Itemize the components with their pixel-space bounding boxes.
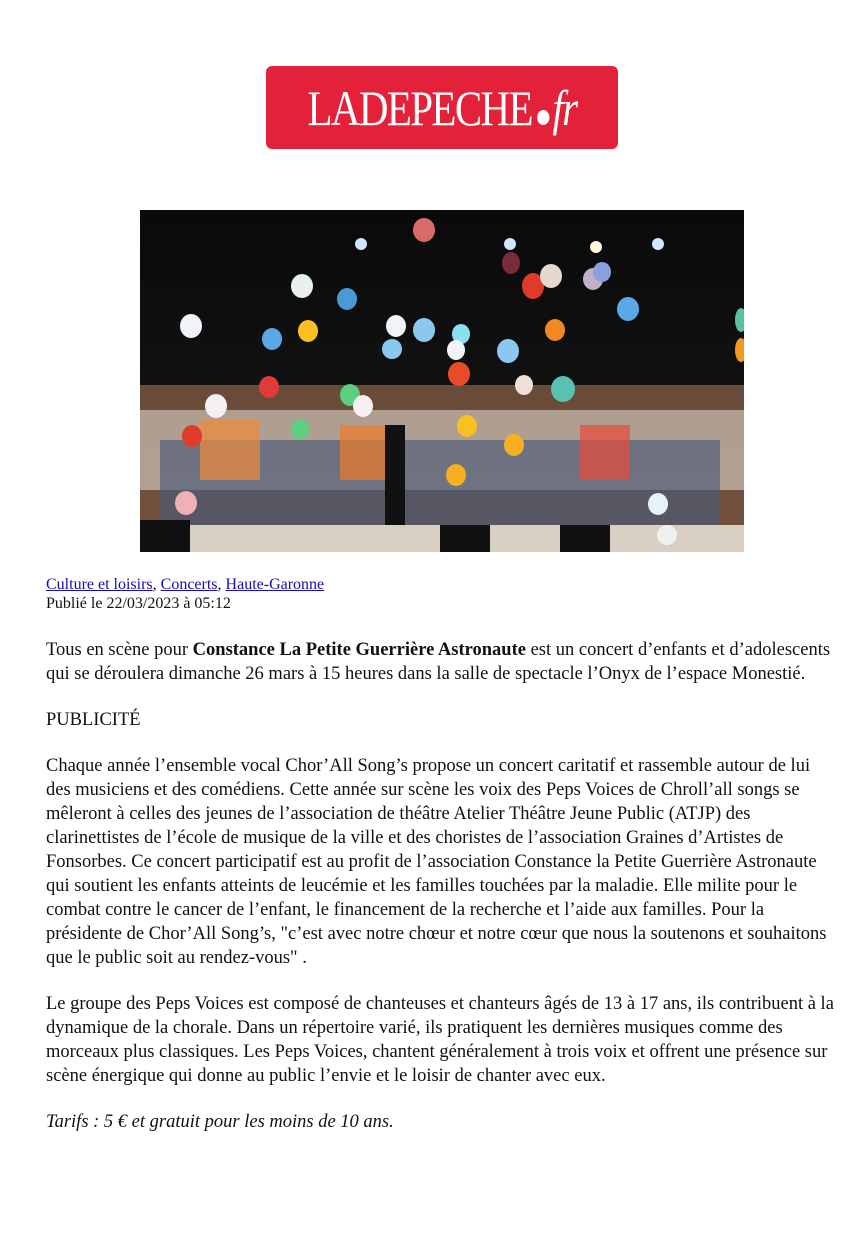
intro-bold-title: Constance La Petite Guerrière Astronaute — [192, 640, 526, 660]
category-separator: , — [217, 576, 226, 593]
article-paragraph: Chaque année l’ensemble vocal Chor’All Song’s propose un concert caritatif et rassemble autour de lui des musiciens et des comédiens. Cette année sur scène les voix des Peps Voices de Chroll’all songs se mêleront à celles des jeunes de l’association de théâtre Atelier Théâtre Jeune Public (ATJP) des clarinettistes de l’école de musique de la ville et des choristes de l’association Graines d’Artistes de Fonsorbes. Ce concert participatif est au profit de l’association Constance la Petite Guerrière Astronaute qui soutient les enfants atteints de leucémie et les familles touchées par la maladie. Elle milite pour le combat contre le cancer de l’enfant, le financement de la recherche et l’aide aux familles. Pour la présidente de Chor’All Song’s, "c’est avec notre chœur et notre cœur que nous la soutenons et souhaitons que le public soit au rendez-vous" . — [46, 756, 827, 968]
category-separator: , — [152, 576, 161, 593]
category-links — [46, 575, 324, 594]
category-link-culture[interactable]: Culture et loisirs — [46, 576, 153, 593]
intro-text-end: est un concert d’enfants et d’adolescents qui se déroulera dimanche 26 mars à 15 heures dans la salle de spectacle l’Onyx de l’espace Monestié. — [46, 640, 831, 684]
logo-wordmark — [307, 79, 577, 136]
article-meta — [46, 575, 324, 613]
choir-crowd — [140, 385, 744, 552]
logo-dot-icon — [537, 110, 549, 125]
category-link-haute-garonne[interactable]: Haute-Garonne — [225, 576, 325, 593]
ad-label: PUBLICITÉ — [46, 710, 141, 730]
article-photo — [140, 210, 744, 552]
logo-brand: LADEPECHE — [307, 79, 532, 136]
article-intro — [46, 638, 836, 686]
logo-tld: fr — [552, 79, 577, 136]
intro-text-start: Tous en scène pour — [46, 640, 193, 660]
article-body — [46, 638, 836, 1156]
pricing-text: Tarifs : 5 € et gratuit pour les moins de 10 ans. — [46, 1112, 394, 1132]
published-date: Publié le 22/03/2023 à 05:12 — [46, 595, 231, 612]
concert-choir-photo-icon — [140, 210, 744, 552]
ladepeche-logo[interactable] — [266, 66, 618, 149]
article-paragraph: Le groupe des Peps Voices est composé de chanteuses et chanteurs âgés de 13 à 17 ans, ils contribuent à la dynamique de la chorale. Dans un répertoire varié, ils pratiquent les dernières musiques comme des morceaux plus classiques. Les Peps Voices, chantent généralement à trois voix et offrent une présence sur scène énergique qui donne au public l’envie et le loisir de chanter avec eux. — [46, 994, 834, 1086]
category-link-concerts[interactable]: Concerts — [160, 576, 218, 593]
